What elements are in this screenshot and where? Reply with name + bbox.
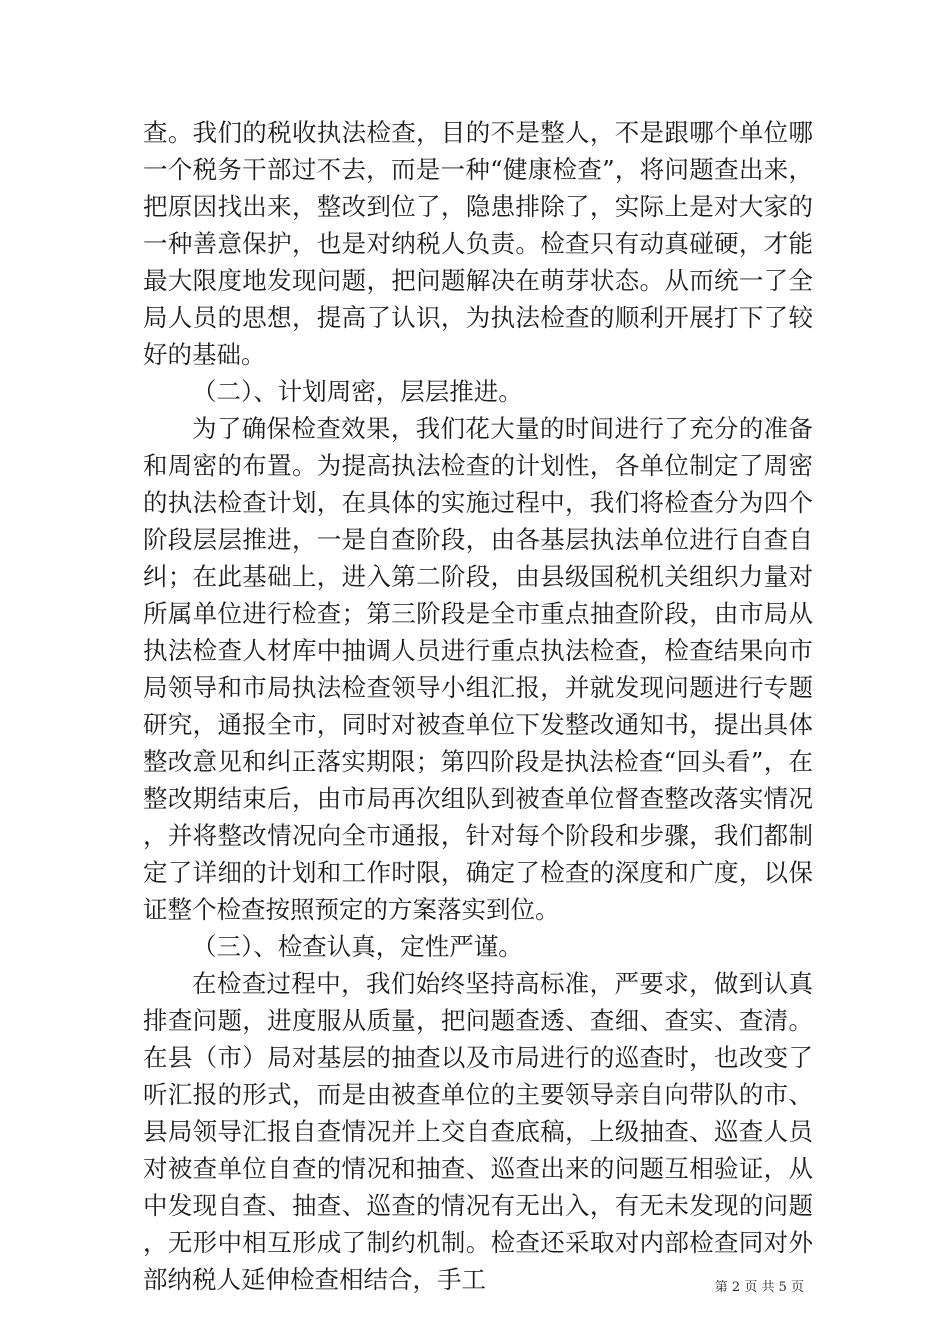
paragraph-planning: 为了确保检查效果，我们花大量的时间进行了充分的准备和周密的布置。为提高执法检查的计划性，各单位制定了周密的执法检查计划，在具体的实施过程中，我们将检查分为四个阶段层层推进，一是自查阶段，由各基层执法单位进行自查自纠；在此基础上，进入第二阶段，由县级国税机关组织力量对所属单位进行检查；第三阶段是全市重点抽查阶段，由市局从执法检查人材库中抽调人员进行重点执法检查，检查结果向市局领导和市局执法检查领导小组汇报，并就发现问题进行专题研究，通报全市，同时对被查单位下发整改通知书，提出具体整改意见和纠正落实期限；第四阶段是执法检查“回头看”，在整改期结束后，由市局再次组队到被查单位督查整改落实情况，并将整改情况向全市通报，针对每个阶段和步骤，我们都制定了详细的计划和工作时限，确定了检查的深度和广度，以保证整个检查按照预定的方案落实到位。 [143,414,813,924]
document-body [143,114,813,1298]
page-number-footer: 第 2 页 共 5 页 [714,1280,804,1295]
paragraph-continuation: 查。我们的税收执法检查，目的不是整人，不是跟哪个单位哪一个税务干部过不去，而是一种“健康检查”，将问题查出来，把原因找出来，整改到位了，隐患排除了，实际上是对大家的一种善意保护，也是对纳税人负责。检查只有动真碰硬，才能最大限度地发现问题，把问题解决在萌芽状态。从而统一了全局人员的思想，提高了认识，为执法检查的顺利开展打下了较好的基础。 [143,118,813,369]
section-heading-3: （三）、检查认真，定性严谨。 [192,932,523,961]
section-heading-2: （二）、计划周密，层层推进。 [192,377,523,406]
paragraph-inspection: 在检查过程中，我们始终坚持高标准，严要求，做到认真排查问题，进度服从质量，把问题查透、查细、查实、查清。在县（市）局对基层的抽查以及市局进行的巡查时，也改变了听汇报的形式，而是由被查单位的主要领导亲自向带队的市、县局领导汇报自查情况并上交自查底稿，上级抽查、巡查人员对被查单位自查的情况和抽查、巡查出来的问题互相验证，从中发现自查、抽查、巡查的情况有无出入，有无未发现的问题，无形中相互形成了制约机制。检查还采取对内部检查同对外部纳税人延伸检查相结合，手工 [143,969,813,1294]
